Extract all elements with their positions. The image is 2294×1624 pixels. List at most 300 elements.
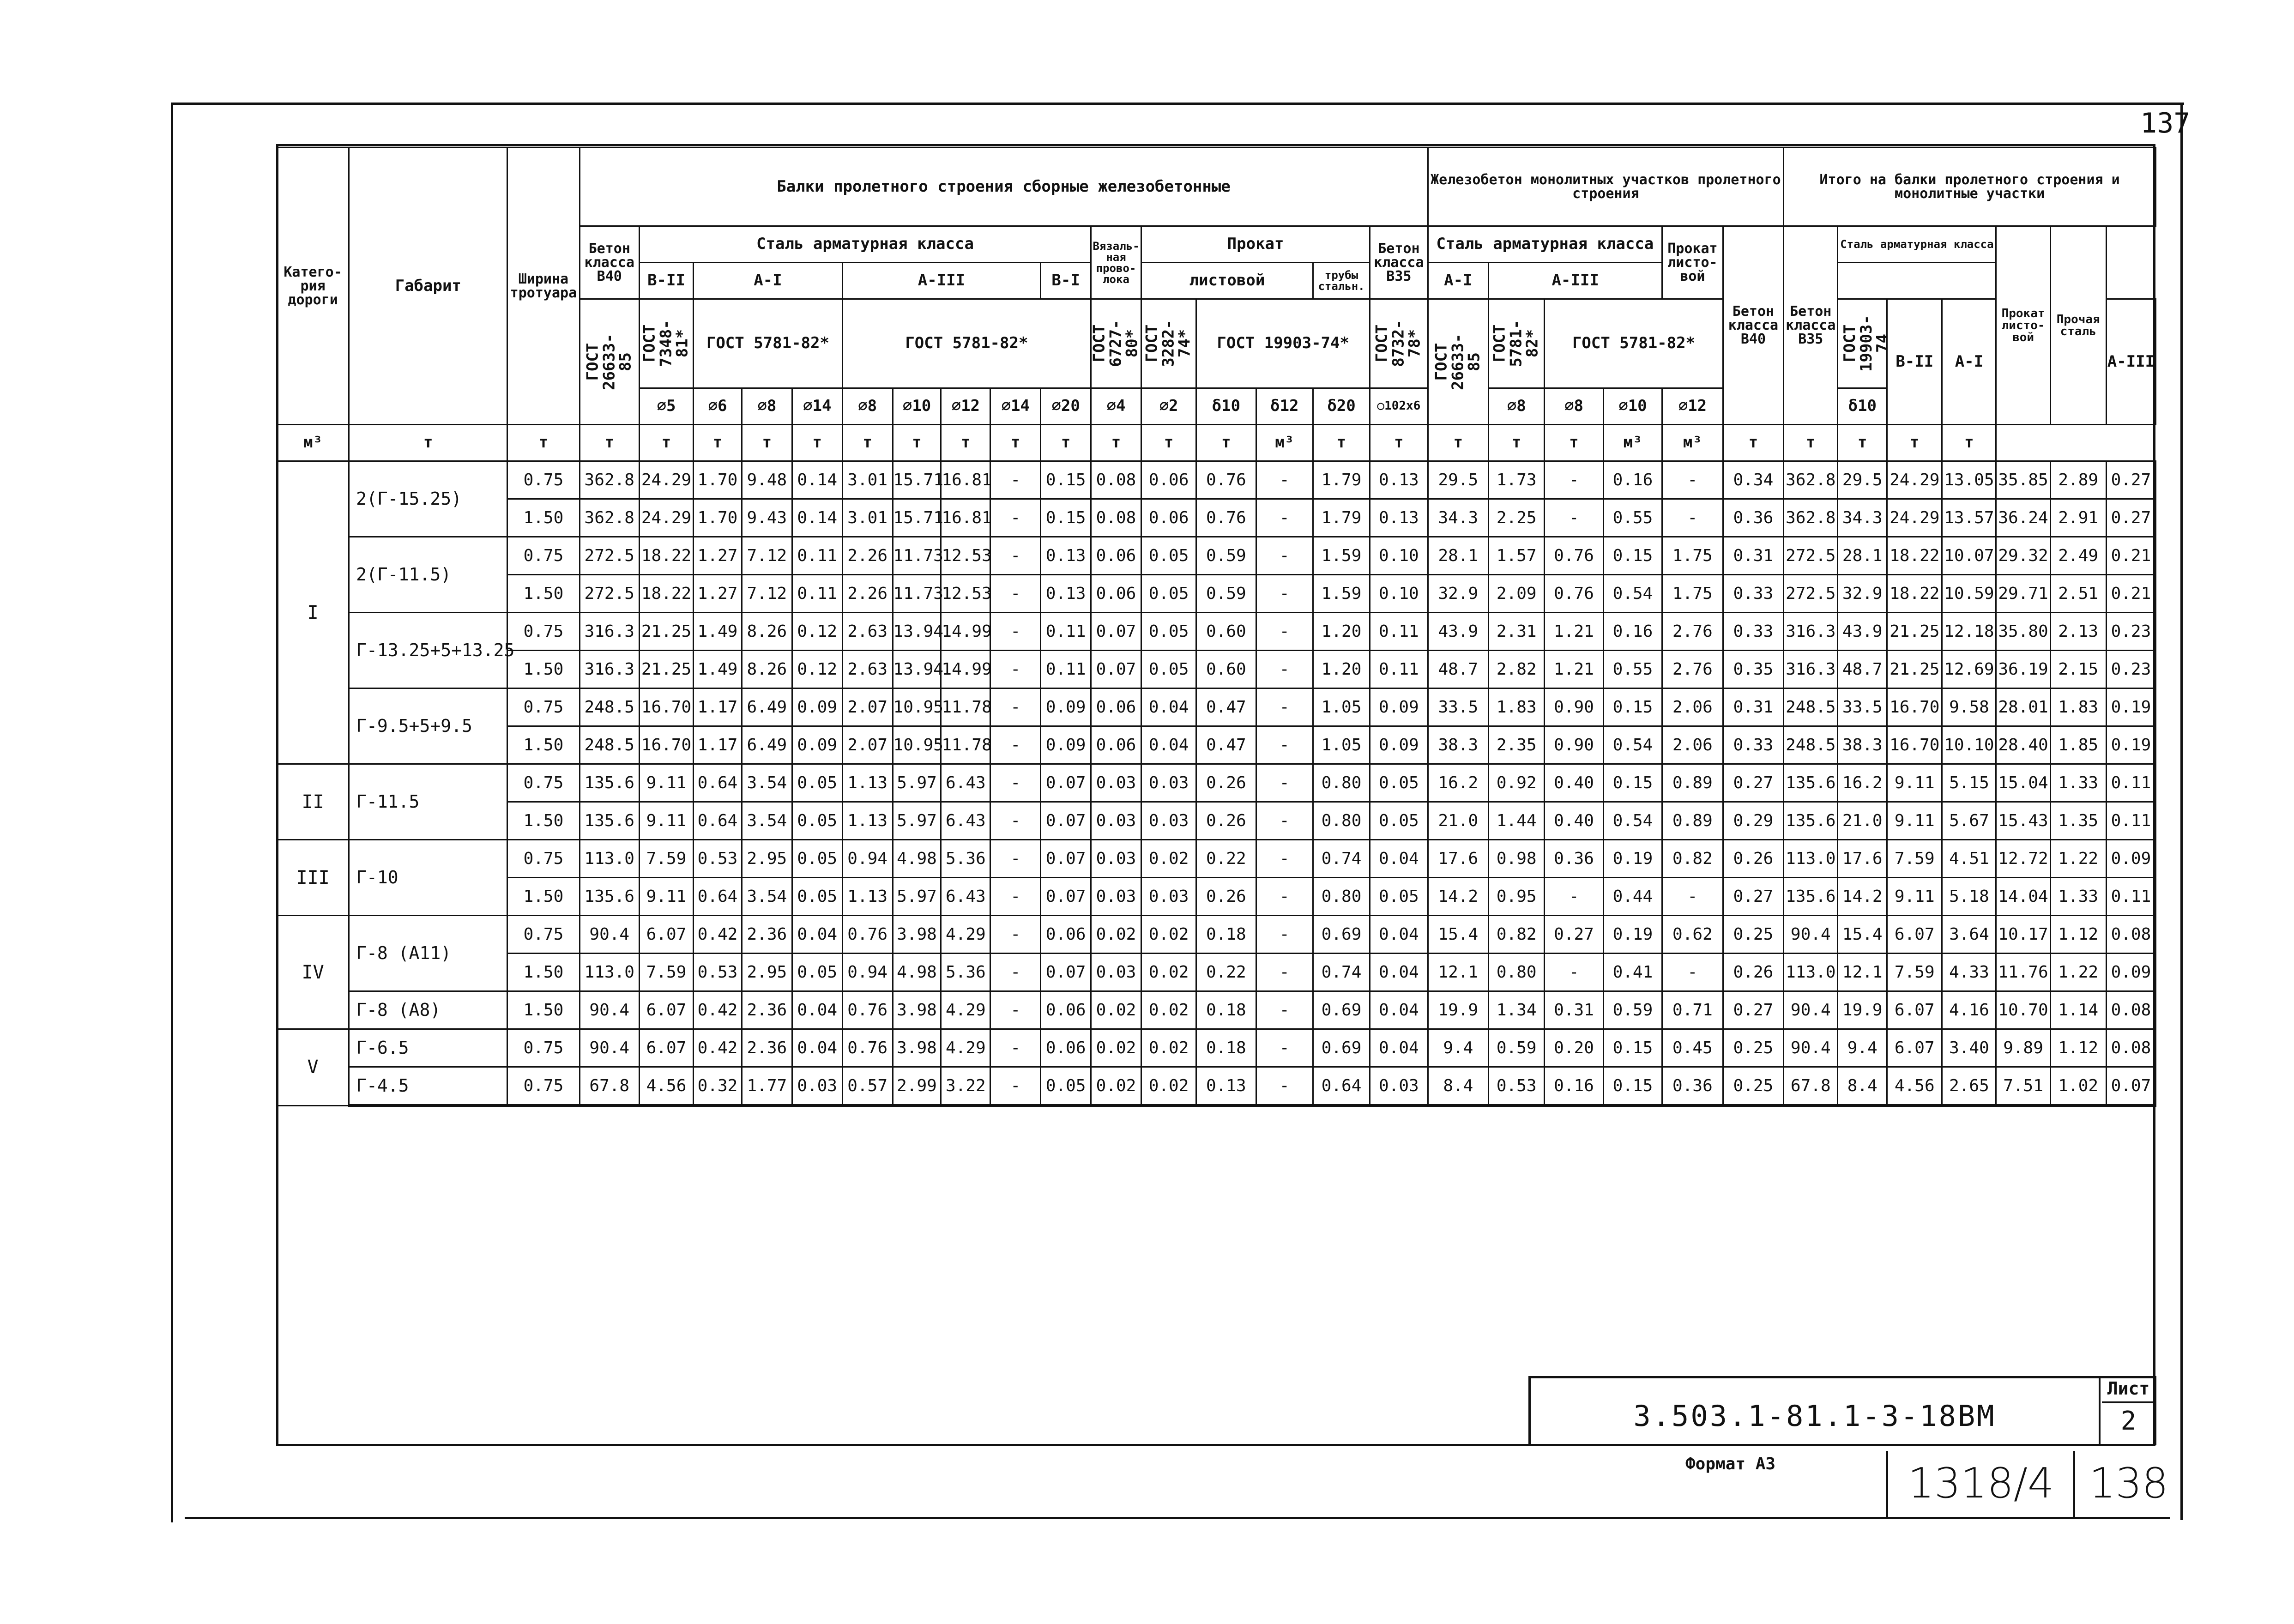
value-cell: 10.59	[1942, 575, 1996, 613]
table-row	[277, 726, 2156, 764]
value-cell: 18.22	[639, 537, 693, 575]
table-row	[277, 575, 2156, 613]
hdr-gost-5781-m2: ГОСТ 5781-82*	[1545, 299, 1723, 388]
value-cell: 0.62	[1662, 916, 1723, 954]
value-cell: 90.4	[580, 991, 639, 1029]
value-cell: -	[1662, 461, 1723, 499]
value-cell: 1.13	[842, 878, 893, 916]
value-cell: 0.33	[1723, 726, 1784, 764]
value-cell: 8.4	[1838, 1067, 1887, 1106]
value-cell: -	[1256, 764, 1313, 802]
unit-cell: т	[1428, 425, 1489, 461]
hdr-concrete-b35-total: Бетон класса В35	[1784, 226, 1838, 425]
hdr-cls-bii: В-II	[639, 263, 693, 299]
value-cell: 90.4	[580, 916, 639, 954]
value-cell: 0.12	[792, 651, 842, 688]
value-cell: 12.1	[1838, 954, 1887, 991]
value-cell: 3.54	[742, 878, 792, 916]
hdr-cls-ai-m: А-I	[1428, 263, 1489, 299]
value-cell: 0.22	[1196, 840, 1256, 878]
value-cell: 0.15	[1041, 461, 1091, 499]
value-cell: 0.54	[1603, 802, 1662, 840]
value-cell: 272.5	[1784, 537, 1838, 575]
value-cell: 0.03	[1141, 802, 1196, 840]
value-cell: 0.89	[1662, 764, 1723, 802]
hdr-gost-26633	[580, 299, 639, 425]
value-cell: 0.02	[1141, 840, 1196, 878]
value-cell: 2.65	[1942, 1067, 1996, 1106]
value-cell: 0.76	[1545, 537, 1603, 575]
value-cell: 2.36	[742, 916, 792, 954]
value-cell: 3.01	[842, 499, 893, 537]
value-cell: -	[990, 916, 1041, 954]
sidewalk-cell: 1.50	[507, 499, 580, 537]
value-cell: 0.76	[842, 1029, 893, 1067]
value-cell: 0.60	[1196, 651, 1256, 688]
value-cell: 0.27	[2106, 461, 2155, 499]
unit-cell: т	[1489, 425, 1545, 461]
value-cell: 135.6	[580, 802, 639, 840]
value-cell: 6.07	[639, 1029, 693, 1067]
category-cell: III	[277, 840, 349, 916]
value-cell: 0.06	[1141, 461, 1196, 499]
value-cell: 0.05	[1370, 878, 1428, 916]
unit-cell: т	[1545, 425, 1603, 461]
sidewalk-cell: 0.75	[507, 537, 580, 575]
hdr-gost-26633-m	[1428, 299, 1489, 425]
value-cell: 0.94	[842, 840, 893, 878]
value-cell: 0.06	[1091, 537, 1141, 575]
value-cell: 0.53	[694, 840, 742, 878]
value-cell: -	[1256, 802, 1313, 840]
value-cell: -	[990, 1029, 1041, 1067]
value-cell: 14.04	[1996, 878, 2050, 916]
value-cell: 0.26	[1723, 840, 1784, 878]
value-cell: -	[990, 461, 1041, 499]
unit-cell: т	[1838, 425, 1887, 461]
gabarit-cell: Г-13.25+5+13.25	[349, 613, 507, 688]
category-cell: V	[277, 1029, 349, 1106]
hdr-gost-8732	[1370, 299, 1428, 388]
hdr-gost-7348	[639, 299, 693, 388]
value-cell: 0.59	[1196, 575, 1256, 613]
value-cell: 0.04	[1370, 1029, 1428, 1067]
table-row	[277, 991, 2156, 1029]
value-cell: 2.09	[1489, 575, 1545, 613]
unit-cell: т	[694, 425, 742, 461]
unit-cell: т	[1196, 425, 1256, 461]
value-cell: 1.20	[1313, 651, 1370, 688]
value-cell: 0.04	[1370, 954, 1428, 991]
value-cell: 38.3	[1838, 726, 1887, 764]
value-cell: 43.9	[1838, 613, 1887, 651]
value-cell: 0.05	[1370, 802, 1428, 840]
hdr-steel-class: Сталь арматурная класса	[639, 226, 1091, 263]
value-cell: 0.76	[1196, 461, 1256, 499]
value-cell: 0.57	[842, 1067, 893, 1106]
value-cell: 0.04	[792, 916, 842, 954]
gabarit-cell: Г-8 (А8)	[349, 991, 507, 1029]
value-cell: 0.15	[1603, 764, 1662, 802]
bottom-divider-1	[1886, 1451, 1888, 1519]
diam: ⌀10	[893, 388, 941, 425]
value-cell: 0.32	[694, 1067, 742, 1106]
value-cell: 1.13	[842, 764, 893, 802]
table-row	[277, 840, 2156, 878]
hdr-steel-class-m: Сталь арматурная класса	[1428, 226, 1662, 263]
value-cell: 2.95	[742, 840, 792, 878]
value-cell: 316.3	[1784, 613, 1838, 651]
value-cell: 5.67	[1942, 802, 1996, 840]
value-cell: 14.2	[1838, 878, 1887, 916]
value-cell: 36.19	[1996, 651, 2050, 688]
gabarit-cell: Г-9.5+5+9.5	[349, 688, 507, 764]
value-cell: 0.25	[1723, 1029, 1784, 1067]
value-cell: -	[990, 499, 1041, 537]
value-cell: 0.18	[1196, 991, 1256, 1029]
materials-table	[276, 147, 2156, 1107]
value-cell: 0.05	[1041, 1067, 1091, 1106]
value-cell: 2.25	[1489, 499, 1545, 537]
archive-number: 1318/4	[1908, 1459, 2054, 1508]
value-cell: 1.05	[1313, 726, 1370, 764]
value-cell: -	[1256, 613, 1313, 651]
value-cell: 0.04	[792, 991, 842, 1029]
unit-cell: т	[580, 425, 639, 461]
value-cell: 1.13	[842, 802, 893, 840]
hdr-gost-5781-m1	[1489, 299, 1545, 388]
value-cell: 21.0	[1838, 802, 1887, 840]
outer-frame-bottom	[185, 1517, 2170, 1519]
category-cell: I	[277, 461, 349, 764]
table-row	[277, 878, 2156, 916]
value-cell: 15.71	[893, 461, 941, 499]
value-cell: 24.29	[639, 499, 693, 537]
value-cell: 0.09	[792, 688, 842, 726]
value-cell: 18.22	[1887, 537, 1942, 575]
table-row	[277, 916, 2156, 954]
value-cell: 0.54	[1603, 575, 1662, 613]
value-cell: 0.92	[1489, 764, 1545, 802]
value-cell: 0.80	[1313, 802, 1370, 840]
value-cell: -	[990, 726, 1041, 764]
value-cell: 0.06	[1091, 688, 1141, 726]
value-cell: 1.12	[2050, 916, 2106, 954]
value-cell: -	[990, 688, 1041, 726]
value-cell: 0.03	[1091, 840, 1141, 878]
value-cell: 34.3	[1428, 499, 1489, 537]
table-row	[277, 954, 2156, 991]
value-cell: 6.07	[1887, 1029, 1942, 1067]
value-cell: -	[990, 991, 1041, 1029]
value-cell: 0.26	[1196, 878, 1256, 916]
value-cell: 0.10	[1370, 537, 1428, 575]
value-cell: 2.07	[842, 726, 893, 764]
value-cell: 0.02	[1091, 991, 1141, 1029]
value-cell: 0.27	[1723, 878, 1784, 916]
value-cell: 13.05	[1942, 461, 1996, 499]
value-cell: 19.9	[1838, 991, 1887, 1029]
value-cell: 0.02	[1141, 916, 1196, 954]
value-cell: 90.4	[1784, 916, 1838, 954]
title-block-divider	[2099, 1376, 2101, 1445]
value-cell: 0.05	[792, 840, 842, 878]
value-cell: 11.78	[941, 726, 990, 764]
value-cell: 0.64	[1313, 1067, 1370, 1106]
gabarit-cell: Г-6.5	[349, 1029, 507, 1067]
value-cell: 0.47	[1196, 688, 1256, 726]
value-cell: 24.29	[639, 461, 693, 499]
value-cell: 1.59	[1313, 537, 1370, 575]
value-cell: 3.01	[842, 461, 893, 499]
hdr-steel-class-total: Сталь арматурная класса	[1838, 226, 1996, 263]
value-cell: 0.07	[1091, 651, 1141, 688]
value-cell: -	[990, 802, 1041, 840]
value-cell: 6.07	[1887, 991, 1942, 1029]
value-cell: 15.43	[1996, 802, 2050, 840]
value-cell: 2.89	[2050, 461, 2106, 499]
value-cell: 3.98	[893, 991, 941, 1029]
unit-cell: т	[349, 425, 507, 461]
unit-cell: т	[1887, 425, 1942, 461]
value-cell: 272.5	[580, 537, 639, 575]
value-cell: 1.73	[1489, 461, 1545, 499]
table-row	[277, 802, 2156, 840]
value-cell: 24.29	[1887, 499, 1942, 537]
value-cell: 4.33	[1942, 954, 1996, 991]
value-cell: 9.11	[639, 802, 693, 840]
value-cell: -	[1256, 688, 1313, 726]
table-row	[277, 537, 2156, 575]
gost-26633-text: ГОСТ 26633-85	[583, 333, 635, 390]
value-cell: 1.83	[2050, 688, 2106, 726]
value-cell: 0.40	[1545, 764, 1603, 802]
diam: ⌀10	[1603, 388, 1662, 425]
value-cell: 13.57	[1942, 499, 1996, 537]
gabarit-cell: 2(Г-15.25)	[349, 461, 507, 537]
hdr-cls-aiii-m: А-III	[1489, 263, 1662, 299]
value-cell: 0.05	[1370, 764, 1428, 802]
value-cell: 0.33	[1723, 613, 1784, 651]
value-cell: -	[1256, 840, 1313, 878]
value-cell: 14.99	[941, 651, 990, 688]
sidewalk-cell: 1.50	[507, 726, 580, 764]
value-cell: 113.0	[580, 954, 639, 991]
value-cell: 0.05	[792, 954, 842, 991]
gost-8732-text: ГОСТ 8732-78*	[1372, 320, 1425, 368]
value-cell: 32.9	[1428, 575, 1489, 613]
value-cell: 6.43	[941, 802, 990, 840]
value-cell: -	[990, 954, 1041, 991]
value-cell: 362.8	[1784, 499, 1838, 537]
value-cell: 0.34	[1723, 461, 1784, 499]
value-cell: 0.31	[1723, 537, 1784, 575]
value-cell: 15.4	[1428, 916, 1489, 954]
value-cell: 2.13	[2050, 613, 2106, 651]
value-cell: 0.08	[1091, 461, 1141, 499]
value-cell: 4.29	[941, 1029, 990, 1067]
value-cell: 0.76	[1545, 575, 1603, 613]
value-cell: 0.08	[2106, 916, 2155, 954]
value-cell: 3.54	[742, 764, 792, 802]
value-cell: 0.06	[1091, 726, 1141, 764]
value-cell: 13.94	[893, 651, 941, 688]
category-cell: II	[277, 764, 349, 840]
value-cell: 0.15	[1603, 537, 1662, 575]
value-cell: 9.11	[639, 764, 693, 802]
value-cell: 0.74	[1313, 840, 1370, 878]
value-cell: 9.89	[1996, 1029, 2050, 1067]
value-cell: 0.06	[1041, 1029, 1091, 1067]
value-cell: 67.8	[1784, 1067, 1838, 1106]
value-cell: 9.4	[1838, 1029, 1887, 1067]
value-cell: 6.07	[639, 991, 693, 1029]
value-cell: 29.5	[1428, 461, 1489, 499]
value-cell: 0.13	[1041, 575, 1091, 613]
value-cell: 17.6	[1428, 840, 1489, 878]
value-cell: 0.42	[694, 991, 742, 1029]
value-cell: 0.16	[1545, 1067, 1603, 1106]
value-cell: 113.0	[1784, 954, 1838, 991]
value-cell: 28.1	[1838, 537, 1887, 575]
value-cell: 33.5	[1838, 688, 1887, 726]
value-cell: 34.3	[1838, 499, 1887, 537]
value-cell: 2.91	[2050, 499, 2106, 537]
value-cell: 7.59	[1887, 840, 1942, 878]
table-row	[277, 1067, 2156, 1106]
sidewalk-cell: 0.75	[507, 764, 580, 802]
value-cell: 0.21	[2106, 537, 2155, 575]
value-cell: 3.98	[893, 916, 941, 954]
value-cell: 38.3	[1428, 726, 1489, 764]
total-page-number: 138	[2089, 1459, 2168, 1508]
unit-cell: т	[1313, 425, 1370, 461]
value-cell: 1.21	[1545, 651, 1603, 688]
value-cell: 0.47	[1196, 726, 1256, 764]
value-cell: 5.97	[893, 802, 941, 840]
value-cell: 0.07	[1041, 802, 1091, 840]
value-cell: 14.99	[941, 613, 990, 651]
group-monolithic: Железобетон монолитных участков пролетного строения	[1428, 148, 1784, 226]
value-cell: 0.69	[1313, 1029, 1370, 1067]
value-cell: 0.27	[1723, 991, 1784, 1029]
value-cell: 113.0	[580, 840, 639, 878]
value-cell: 9.43	[742, 499, 792, 537]
value-cell: 0.14	[792, 461, 842, 499]
value-cell: 8.4	[1428, 1067, 1489, 1106]
value-cell: 0.36	[1545, 840, 1603, 878]
value-cell: 0.05	[792, 878, 842, 916]
diam: ⌀2	[1141, 388, 1196, 425]
value-cell: 0.03	[1141, 764, 1196, 802]
diam: ⌀12	[941, 388, 990, 425]
value-cell: 0.07	[1041, 954, 1091, 991]
value-cell: 12.69	[1942, 651, 1996, 688]
value-cell: 0.19	[1603, 916, 1662, 954]
value-cell: 0.95	[1489, 878, 1545, 916]
value-cell: 0.13	[1041, 537, 1091, 575]
value-cell: 0.42	[694, 1029, 742, 1067]
diam: ⌀8	[742, 388, 792, 425]
value-cell: 0.11	[1370, 613, 1428, 651]
hdr-rolled-sheet-m: Прокат листо- вой	[1662, 226, 1723, 299]
value-cell: 0.20	[1545, 1029, 1603, 1067]
value-cell: 0.25	[1723, 916, 1784, 954]
value-cell: 0.04	[1370, 840, 1428, 878]
hdr-cls-bii-t: В-II	[1887, 299, 1942, 425]
sidewalk-cell: 1.50	[507, 802, 580, 840]
value-cell: -	[1545, 461, 1603, 499]
value-cell: 0.12	[792, 613, 842, 651]
value-cell: 0.03	[792, 1067, 842, 1106]
value-cell: 0.03	[1141, 878, 1196, 916]
outer-frame-right	[2180, 103, 2183, 1520]
value-cell: -	[1256, 916, 1313, 954]
value-cell: 3.64	[1942, 916, 1996, 954]
value-cell: 0.27	[1723, 764, 1784, 802]
value-cell: 19.9	[1428, 991, 1489, 1029]
category-cell: IV	[277, 916, 349, 1029]
diam: ⌀6	[694, 388, 742, 425]
value-cell: 0.59	[1196, 537, 1256, 575]
table-row	[277, 1029, 2156, 1067]
value-cell: 135.6	[1784, 802, 1838, 840]
value-cell: 1.79	[1313, 461, 1370, 499]
value-cell: 0.02	[1141, 1029, 1196, 1067]
value-cell: 1.57	[1489, 537, 1545, 575]
value-cell: 11.73	[893, 537, 941, 575]
value-cell: 90.4	[1784, 1029, 1838, 1067]
gabarit-cell: Г-4.5	[349, 1067, 507, 1106]
group-precast: Балки пролетного строения сборные железобетонные	[580, 148, 1428, 226]
value-cell: 0.82	[1662, 840, 1723, 878]
value-cell: -	[1662, 878, 1723, 916]
unit-cell: т	[893, 425, 941, 461]
value-cell: 0.02	[1141, 954, 1196, 991]
value-cell: 0.64	[694, 764, 742, 802]
diam: ○102x6	[1370, 388, 1428, 425]
value-cell: 0.03	[1091, 954, 1141, 991]
value-cell: 1.59	[1313, 575, 1370, 613]
value-cell: 0.08	[2106, 991, 2155, 1029]
value-cell: 0.44	[1603, 878, 1662, 916]
value-cell: 5.15	[1942, 764, 1996, 802]
value-cell: 9.11	[1887, 878, 1942, 916]
value-cell: 0.07	[1041, 840, 1091, 878]
hdr-cls-bi: В-I	[1041, 263, 1091, 299]
value-cell: 0.54	[1603, 726, 1662, 764]
value-cell: 32.9	[1838, 575, 1887, 613]
col-gabarit: Габарит	[349, 148, 507, 425]
unit-cell: м³	[277, 425, 349, 461]
value-cell: 0.80	[1489, 954, 1545, 991]
unit-cell: т	[990, 425, 1041, 461]
value-cell: 1.20	[1313, 613, 1370, 651]
value-cell: 2.07	[842, 688, 893, 726]
value-cell: 15.04	[1996, 764, 2050, 802]
value-cell: -	[1256, 461, 1313, 499]
value-cell: 10.70	[1996, 991, 2050, 1029]
value-cell: 0.45	[1662, 1029, 1723, 1067]
value-cell: 0.82	[1489, 916, 1545, 954]
value-cell: 0.21	[2106, 575, 2155, 613]
value-cell: 0.23	[2106, 651, 2155, 688]
value-cell: 0.13	[1370, 499, 1428, 537]
value-cell: 0.80	[1313, 878, 1370, 916]
value-cell: 248.5	[1784, 726, 1838, 764]
value-cell: 1.33	[2050, 764, 2106, 802]
value-cell: 21.0	[1428, 802, 1489, 840]
